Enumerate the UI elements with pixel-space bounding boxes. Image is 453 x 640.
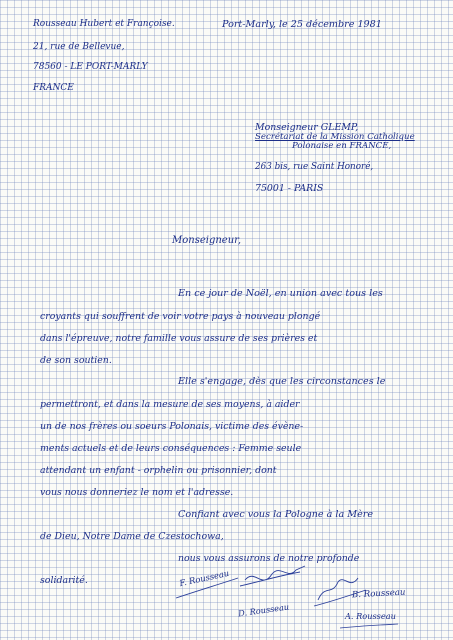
recipient-org-line1: Secrétariat de la Mission Catholique bbox=[255, 132, 415, 142]
body-line: En ce jour de Noël, en union avec tous les bbox=[178, 288, 383, 299]
body-line: vous nous donneriez le nom et l'adresse. bbox=[40, 487, 234, 498]
sender-name: Rousseau Hubert et Françoise. bbox=[33, 19, 175, 29]
signature-b-rousseau-1: B. Rousseau bbox=[351, 587, 406, 601]
body-line: de Dieu, Notre Dame de Czestochowa, bbox=[40, 531, 224, 542]
signature-flourish bbox=[176, 578, 238, 598]
signature-a-rousseau: A. Rousseau bbox=[345, 611, 396, 621]
recipient-title: Monseigneur GLEMP, bbox=[255, 122, 359, 133]
body-line: croyants qui souffrent de voir votre pays à nouveau plongé bbox=[40, 311, 321, 322]
sender-city: 78560 - LE PORT-MARLY bbox=[33, 62, 148, 72]
signature-underline bbox=[340, 624, 398, 628]
body-line: nous vous assurons de notre profonde bbox=[178, 553, 360, 564]
recipient-city: 75001 - PARIS bbox=[255, 183, 324, 194]
date-line: Port-Marly, le 25 décembre 1981 bbox=[222, 19, 382, 30]
signature-scribble-1 bbox=[240, 566, 305, 586]
body-line: Confiant avec vous la Pologne à la Mère bbox=[178, 509, 374, 520]
sender-street: 21, rue de Bellevue, bbox=[33, 42, 125, 52]
salutation: Monseigneur, bbox=[172, 235, 242, 246]
body-line: un de nos frères ou soeurs Polonais, victime des évène- bbox=[40, 421, 304, 432]
recipient-street: 263 bis, rue Saint Honoré, bbox=[255, 162, 374, 172]
body-line: permettront, et dans la mesure de ses moyens, à aider bbox=[40, 399, 300, 410]
signature-scribble-2 bbox=[314, 578, 366, 606]
body-line: attendant un enfant - orphelin ou prisonnier, dont bbox=[40, 465, 277, 476]
sender-country: FRANCE bbox=[33, 83, 74, 93]
body-line: Elle s'engage, dès que les circonstances le bbox=[178, 376, 386, 387]
body-line: ments actuels et de leurs conséquences : Femme seule bbox=[40, 443, 302, 454]
recipient-org-line2: Polonaise en FRANCE, bbox=[292, 141, 392, 151]
body-line: de son soutien. bbox=[40, 355, 112, 366]
body-line: dans l'épreuve, notre famille vous assure de ses prières et bbox=[40, 333, 318, 344]
body-line: solidarité. bbox=[40, 575, 88, 586]
signature-d-rousseau: D. Rousseau bbox=[237, 601, 290, 619]
signature-f-rousseau: F. Rousseau bbox=[178, 567, 230, 589]
